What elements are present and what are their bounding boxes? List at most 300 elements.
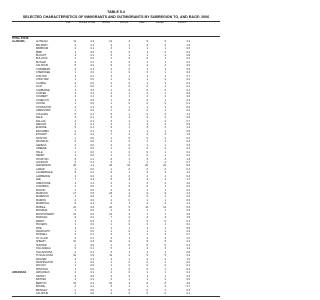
cell-c4: 4	[128, 281, 130, 285]
cell-c6: 0	[164, 147, 166, 151]
county-name: CLARKE	[36, 81, 47, 85]
cell-c5: 2	[146, 257, 148, 261]
county-name: ARKANSAS	[36, 271, 50, 275]
cell-c7: 1.1	[186, 202, 190, 206]
cell-c3: 1	[110, 98, 112, 102]
cell-c4: 3	[128, 40, 130, 44]
cell-c2: 0.3	[90, 240, 94, 244]
cell-c3: 1	[110, 71, 112, 75]
cell-c5: 0	[146, 88, 148, 92]
county-name: GENEVA	[36, 143, 47, 147]
cell-c2: 1.1	[90, 164, 94, 168]
cell-c3: 2	[110, 50, 112, 54]
cell-c5: 1	[146, 226, 148, 230]
county-name: CLEBURNE	[36, 88, 50, 92]
county-name: LAWRENCE	[36, 174, 51, 178]
county-name: CALHOUN	[36, 64, 49, 68]
cell-c3: 43	[109, 164, 112, 168]
cell-c6: 2	[164, 257, 166, 261]
cell-c2: 0.1	[90, 74, 94, 78]
cell-c6: 1	[164, 288, 166, 292]
county-name: CONECUH	[36, 98, 49, 102]
cell-c2: 0.3	[90, 40, 94, 44]
cell-c1: 17	[73, 192, 76, 195]
cell-c3: 3	[110, 47, 112, 51]
cell-c3: 1	[110, 209, 112, 213]
cell-c1: 2	[74, 60, 76, 64]
cell-c4: 1	[128, 247, 130, 251]
cell-c2: 0.0	[90, 140, 94, 144]
cell-c2: 0.1	[90, 202, 94, 206]
cell-c4: 0	[128, 98, 130, 102]
cell-c6: 1	[164, 81, 166, 85]
cell-c6: 0	[164, 167, 166, 171]
county-name: FRANKLIN	[36, 140, 49, 144]
cell-c6: 1	[164, 154, 166, 158]
cell-c7: 1.0	[186, 43, 190, 47]
cell-c3: 1	[110, 195, 112, 199]
county-name: CRENSHAW	[36, 109, 51, 113]
cell-c7: 0.2	[186, 109, 190, 113]
cell-c3: 18	[109, 192, 112, 195]
county-name: HENRY	[36, 154, 45, 158]
cell-c5: 2	[146, 123, 148, 126]
section-label: TOTAL STATE	[12, 37, 29, 40]
county-name: RUSSELL	[36, 233, 48, 237]
cell-c5: 2	[146, 91, 148, 95]
cell-c6: 0	[164, 78, 166, 82]
cell-c4: 0	[128, 88, 130, 92]
cell-c7: 0.7	[186, 74, 190, 78]
cell-c3: 3	[110, 119, 112, 123]
county-name: CHEROKEE	[36, 71, 51, 75]
cell-c6: 4	[164, 178, 166, 182]
cell-c4: 1	[128, 54, 130, 57]
cell-c4: 0	[128, 219, 130, 223]
county-name: COFFEE	[36, 91, 47, 95]
cell-c3: 2	[110, 81, 112, 85]
cell-c6: 0	[164, 88, 166, 92]
cell-c2: 0.1	[90, 123, 94, 126]
cell-c5: 0	[146, 185, 148, 189]
cell-c3: 1	[110, 57, 112, 61]
cell-c3: 4	[110, 43, 112, 47]
cell-c7: 0.7	[186, 285, 190, 289]
cell-c3: 3	[110, 54, 112, 57]
cell-c5: 9	[146, 192, 148, 195]
cell-c1: 2	[74, 140, 76, 144]
cell-c1: 1	[74, 78, 76, 82]
cell-c1: 1	[74, 264, 76, 268]
cell-c3: 1	[110, 243, 112, 247]
cell-c6: 3	[164, 202, 166, 206]
cell-c1: 1	[74, 188, 76, 192]
county-name: JEFFERSON	[36, 164, 51, 168]
cell-c2: 0.0	[90, 85, 94, 89]
cell-c2: 0.1	[90, 119, 94, 123]
county-name: BRADLEY	[36, 288, 48, 292]
cell-c6: 1	[164, 140, 166, 144]
cell-c6: 1	[164, 91, 166, 95]
cell-c3: 2	[110, 226, 112, 230]
cell-c7: 2.4	[186, 240, 190, 244]
cell-c7: 0.4	[186, 81, 190, 85]
cell-c4: 2	[128, 254, 130, 258]
cell-c6: 1	[164, 195, 166, 199]
cell-c4: 2	[128, 240, 130, 244]
county-name: BUTLER	[36, 60, 46, 64]
cell-c3: 1	[110, 78, 112, 82]
cell-c7: 0.1	[186, 147, 190, 151]
cell-c6: 2	[164, 233, 166, 237]
cell-c3: 2	[110, 271, 112, 275]
cell-c1: 2	[74, 271, 76, 275]
county-name: MONTGOMERY	[36, 212, 55, 216]
cell-c6: 1	[164, 250, 166, 254]
cell-c2: 0.1	[90, 236, 94, 240]
cell-c1: 22	[73, 205, 76, 209]
cell-c6: 1	[164, 229, 166, 233]
cell-c3: 3	[110, 233, 112, 237]
county-name: LOWNDES	[36, 185, 49, 189]
cell-c5: 3	[146, 157, 148, 161]
cell-c4: 1	[128, 119, 130, 123]
county-name: HALE	[36, 150, 43, 154]
cell-c7: 0.2	[186, 154, 190, 158]
cell-c3: 1	[110, 136, 112, 140]
cell-c4: 0	[128, 185, 130, 189]
cell-c1: 4	[74, 257, 76, 261]
cell-c7: 0.3	[186, 198, 190, 202]
cell-c4: 1	[128, 236, 130, 240]
cell-c4: 0	[128, 271, 130, 275]
cell-c1: 1	[74, 57, 76, 61]
cell-c4: 2	[128, 133, 130, 137]
cell-c3: 1	[110, 292, 112, 296]
cell-c5: 4	[146, 64, 148, 68]
cell-c7: 1.3	[186, 126, 190, 130]
county-name: WASHINGTON	[36, 261, 54, 264]
county-name: CALHOUN	[36, 292, 49, 296]
cell-c5: 1	[146, 274, 148, 278]
cell-c7: 0.5	[186, 67, 190, 71]
cell-c7: 0.1	[186, 292, 190, 296]
cell-c4: 0	[128, 109, 130, 113]
cell-c1: 1	[74, 292, 76, 296]
county-name: PERRY	[36, 219, 45, 223]
cell-c7: 0.9	[186, 123, 190, 126]
cell-c3: 1	[110, 102, 112, 106]
col-head-c7: Percent	[177, 21, 187, 24]
cell-c7: 9.6	[186, 164, 190, 168]
cell-c4: 2	[128, 178, 130, 182]
cell-c6: 1	[164, 105, 166, 109]
cell-c1: 1	[74, 243, 76, 247]
cell-c2: 0.1	[90, 181, 94, 185]
cell-c2: 0.1	[90, 126, 94, 130]
cell-c3: 16	[109, 281, 112, 285]
cell-c3: 2	[110, 140, 112, 144]
cell-c4: 1	[128, 250, 130, 254]
cell-c6: 2	[164, 181, 166, 185]
cell-c6: 1	[164, 198, 166, 202]
cell-c2: 0.0	[90, 57, 94, 61]
cell-c3: 1	[110, 85, 112, 89]
cell-c2: 0.0	[90, 154, 94, 158]
cell-c5: 4	[146, 178, 148, 182]
cell-c1: 2	[74, 143, 76, 147]
cell-c5: 0	[146, 243, 148, 247]
cell-c5: 0	[146, 264, 148, 268]
cell-c2: 0.1	[90, 233, 94, 237]
cell-c1: 40	[73, 164, 76, 168]
cell-c2: 0.1	[90, 247, 94, 251]
cell-c3: 4	[110, 257, 112, 261]
cell-c7: 0.4	[186, 140, 190, 144]
cell-c7: 0.3	[186, 71, 190, 75]
cell-c1: 1	[74, 167, 76, 171]
cell-c5: 5	[146, 254, 148, 258]
cell-c4: 0	[128, 81, 130, 85]
county-name: BLOUNT	[36, 54, 47, 57]
cell-c4: 1	[128, 157, 130, 161]
cell-c7: 2.0	[186, 64, 190, 68]
cell-c3: 1	[110, 150, 112, 154]
county-name: LIMESTONE	[36, 181, 51, 185]
cell-c2: 0.0	[90, 143, 94, 147]
cell-c5: 0	[146, 57, 148, 61]
cell-c6: 1	[164, 209, 166, 213]
cell-c1: 4	[74, 43, 76, 47]
cell-c3: 4	[110, 116, 112, 120]
cell-c5: 2	[146, 202, 148, 206]
cell-c2: 0.0	[90, 174, 94, 178]
county-name: SUMTER	[36, 243, 47, 247]
cell-c4: 0	[128, 143, 130, 147]
cell-c3: 1	[110, 261, 112, 264]
cell-c1: 3	[74, 285, 76, 289]
county-name: MADISON	[36, 192, 48, 195]
cell-c4: 1	[128, 278, 130, 282]
cell-c1: 2	[74, 226, 76, 230]
county-name: TALLADEGA	[36, 247, 51, 251]
cell-c5: 1	[146, 129, 148, 133]
cell-c5: 1	[146, 119, 148, 123]
col-head-c4: Percent	[119, 21, 129, 24]
cell-c2: 0.1	[90, 160, 94, 164]
cell-c4: 0	[128, 188, 130, 192]
cell-c4: 0	[128, 229, 130, 233]
col-head-c3: Number	[101, 21, 111, 24]
cell-c4: 1	[128, 160, 130, 164]
cell-c6: 1	[164, 47, 166, 51]
cell-c1: 3	[74, 119, 76, 123]
cell-c7: 3.6	[186, 281, 190, 285]
cell-c2: 0.0	[90, 229, 94, 233]
cell-c3: 11	[109, 240, 112, 244]
cell-c4: 10	[127, 164, 130, 168]
county-name: CHAMBERS	[36, 67, 51, 71]
cell-c3: 6	[110, 126, 112, 130]
cell-c5: 0	[146, 136, 148, 140]
cell-c6: 2	[164, 43, 166, 47]
cell-c1: 2	[74, 198, 76, 202]
cell-c1: 1	[74, 267, 76, 271]
cell-c5: 0	[146, 292, 148, 296]
county-name: ESCAMBIA	[36, 129, 49, 133]
cell-c6: 1	[164, 60, 166, 64]
cell-c2: 0.1	[90, 54, 94, 57]
cell-c5: 2	[146, 171, 148, 175]
cell-c7: 0.5	[186, 129, 190, 133]
cell-c1: 3	[74, 74, 76, 78]
cell-c3: 3	[110, 74, 112, 78]
county-name: TUSCALOOSA	[36, 254, 54, 258]
cell-c6: 1	[164, 271, 166, 275]
county-name: MORGAN	[36, 216, 48, 220]
cell-c4: 1	[128, 47, 130, 51]
cell-c3: 2	[110, 60, 112, 64]
cell-c4: 0	[128, 136, 130, 140]
cell-c4: 1	[128, 226, 130, 230]
state-name: ALABAMA	[12, 40, 25, 44]
cell-c7: 3.1	[186, 40, 190, 44]
cell-c3: 5	[110, 247, 112, 251]
cell-c6: 3	[164, 216, 166, 220]
cell-c1: 1	[74, 154, 76, 158]
cell-c3: 4	[110, 91, 112, 95]
col-head-c6: Female	[156, 21, 164, 24]
county-name: MACON	[36, 188, 46, 192]
cell-c1: 4	[74, 236, 76, 240]
cell-c7: 1.7	[186, 178, 190, 182]
cell-c2: 0.0	[90, 136, 94, 140]
cell-c1: 4	[74, 181, 76, 185]
cell-c5: 8	[146, 281, 148, 285]
cell-c6: 1	[164, 150, 166, 154]
cell-c1: 1	[74, 288, 76, 292]
cell-c1: 1	[74, 88, 76, 92]
cell-c4: 1	[128, 43, 130, 47]
cell-c7: 1.0	[186, 236, 190, 240]
cell-c7: 0.2	[186, 261, 190, 264]
cell-c3: 3	[110, 129, 112, 133]
cell-c1: 4	[74, 116, 76, 120]
county-name: BENTON	[36, 281, 47, 285]
cell-c6: 1	[164, 136, 166, 140]
state-name: ARKANSAS	[12, 271, 27, 275]
county-name: LEE	[36, 178, 41, 182]
cell-c3: 1	[110, 147, 112, 151]
cell-c1: 6	[74, 133, 76, 137]
cell-c4: 2	[128, 216, 130, 220]
cell-c1: 1	[74, 185, 76, 189]
cell-c2: 0.1	[90, 257, 94, 261]
cell-c4: 1	[128, 257, 130, 261]
cell-c4: 1	[128, 233, 130, 237]
cell-c3: 1	[110, 185, 112, 189]
cell-c1: 10	[73, 240, 76, 244]
cell-c5: 2	[146, 247, 148, 251]
cell-c4: 1	[128, 95, 130, 99]
cell-c1: 1	[74, 229, 76, 233]
cell-c3: 5	[110, 112, 112, 116]
cell-c7: 0.8	[186, 54, 190, 57]
cell-c4: 3	[128, 212, 130, 216]
cell-c2: 0.0	[90, 167, 94, 171]
cell-c7: 0.1	[186, 264, 190, 268]
cell-c5: 2	[146, 181, 148, 185]
cell-c7: 0.3	[186, 195, 190, 199]
cell-c3: 2	[110, 274, 112, 278]
cell-c4: 5	[128, 205, 130, 209]
cell-c1: 10	[73, 254, 76, 258]
cell-c1: 2	[74, 47, 76, 51]
cell-c7: 0.4	[186, 271, 190, 275]
cell-c6: 0	[164, 219, 166, 223]
cell-c5: 1	[146, 81, 148, 85]
cell-c4: 0	[128, 292, 130, 296]
cell-c2: 0.0	[90, 223, 94, 227]
county-name: PICKENS	[36, 223, 47, 227]
bottom-rule	[12, 296, 220, 297]
cell-c6: 2	[164, 116, 166, 120]
cell-c6: 2	[164, 285, 166, 289]
cell-c6: 3	[164, 126, 166, 130]
cell-c2: 0.0	[90, 147, 94, 151]
cell-c5: 0	[146, 154, 148, 158]
cell-c4: 0	[128, 261, 130, 264]
cell-c3: 3	[110, 278, 112, 282]
cell-c3: 8	[110, 178, 112, 182]
cell-c2: 0.0	[90, 185, 94, 189]
cell-c7: 0.9	[186, 116, 190, 120]
cell-c6: 9	[164, 192, 166, 195]
county-name: ASHLEY	[36, 274, 46, 278]
cell-c1: 6	[74, 216, 76, 220]
cell-c4: 0	[128, 274, 130, 278]
cell-c6: 8	[164, 281, 166, 285]
cell-c7: 1.2	[186, 247, 190, 251]
cell-c5: 1	[146, 160, 148, 164]
cell-c4: 0	[128, 167, 130, 171]
cell-c2: 0.0	[90, 261, 94, 264]
cell-c2: 0.1	[90, 157, 94, 161]
county-name: MARENGO	[36, 195, 49, 199]
cell-c2: 0.0	[90, 150, 94, 154]
county-name: LAUDERDALE	[36, 171, 53, 175]
cell-c6: 1	[164, 274, 166, 278]
cell-c7: 0.6	[186, 47, 190, 51]
table-title: SELECTED CHARACTERISTICS OF INMIGRANTS AND OUTMIGRANTS BY SUBREGION TO, AND RACE: 2006	[22, 14, 210, 19]
cell-c2: 0.1	[90, 105, 94, 109]
cell-c5: 1	[146, 54, 148, 57]
cell-c5: 0	[146, 150, 148, 154]
cell-c3: 4	[110, 236, 112, 240]
cell-c1: 2	[74, 129, 76, 133]
cell-c3: 4	[110, 181, 112, 185]
county-name: AUTAUGA	[36, 40, 48, 44]
cell-c5: 1	[146, 278, 148, 282]
cell-c6: 1	[164, 129, 166, 133]
cell-c5: 0	[146, 71, 148, 75]
cell-c3: 1	[110, 229, 112, 233]
cell-c5: 1	[146, 74, 148, 78]
cell-c4: 1	[128, 126, 130, 130]
county-name: HOUSTON	[36, 157, 49, 161]
cell-c6: 3	[164, 171, 166, 175]
cell-c6: 2	[164, 160, 166, 164]
